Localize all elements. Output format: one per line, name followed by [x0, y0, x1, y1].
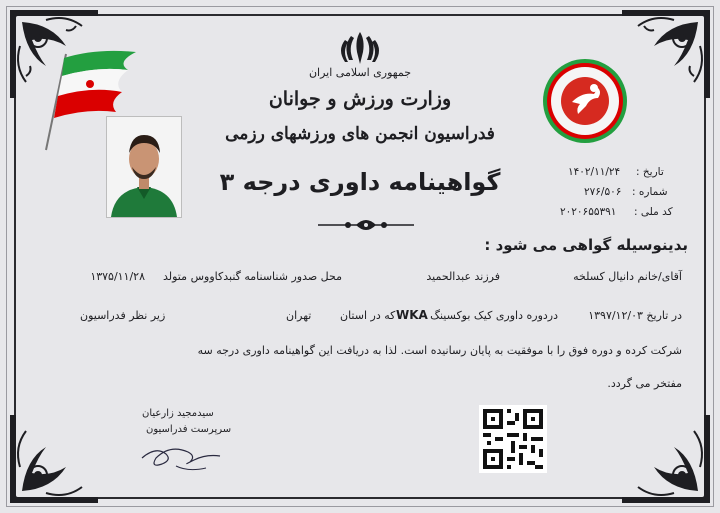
- signer-role: سرپرست فدراسیون: [146, 424, 232, 435]
- handwritten-signature: [136, 436, 226, 476]
- born-value: ۱۳۷۵/۱۱/۲۸: [90, 270, 145, 283]
- martial-arts-federation-logo: [542, 58, 628, 144]
- federation-title: فدراسیون انجمن های ورزشهای رزمی: [225, 124, 495, 144]
- national-code-value: ۲۰۲۰۶۵۵۳۹۱: [560, 206, 617, 218]
- body-sentence-2: مفتخر می گردد.: [607, 377, 682, 390]
- qr-code[interactable]: [479, 405, 547, 473]
- title-divider-ornament: [318, 215, 414, 235]
- national-code-label: کد ملی :: [634, 206, 673, 218]
- course-style: WKA: [396, 308, 428, 322]
- province-text: که در استان: [340, 309, 396, 322]
- person-photo: [106, 116, 182, 218]
- number-label: شماره :: [632, 186, 668, 198]
- supervision-text: زیر نظر فدراسیون: [80, 309, 166, 322]
- body-sentence-1: شرکت کرده و دوره فوق را با موفقیت به پایان رسانیده است. لذا به دریافت این گواهینامه داوری درجه سه: [197, 344, 682, 357]
- born-label: متولد: [162, 270, 187, 283]
- province-value: تهران: [286, 309, 312, 322]
- number-value: ۲۷۶/۵۰۶: [584, 186, 622, 198]
- date-value: ۱۴۰۲/۱۱/۲۴: [568, 166, 621, 178]
- corner-ornament-bottom-left: [6, 411, 102, 507]
- qr-code-image: [479, 405, 547, 473]
- course-name: دردوره داوری کیک بوکسینگ: [430, 309, 558, 322]
- ministry-title: وزارت ورزش و جوانان: [268, 88, 452, 110]
- name-field: آقای/خانم دانیال کسلخه: [573, 270, 682, 283]
- intro-text: بدینوسیله گواهی می شود :: [484, 236, 688, 254]
- certificate-title: گواهینامه داوری درجه ۳: [219, 168, 501, 196]
- signer-name: سیدمجید زارعیان: [142, 408, 214, 419]
- iran-emblem-icon: [335, 30, 385, 66]
- birthplace-field: محل صدور شناسنامه گنبدکاووس: [190, 270, 342, 283]
- person-photo-image: [107, 117, 181, 217]
- republic-label: جمهوری اسلامی ایران: [308, 66, 412, 79]
- corner-ornament-bottom-right: [618, 411, 714, 507]
- corner-ornament-top-right: [618, 6, 714, 102]
- course-date: در تاریخ ۱۳۹۷/۱۲/۰۳: [588, 309, 682, 322]
- date-label: تاریخ :: [636, 166, 664, 178]
- father-field: فرزند عبدالحمید: [426, 270, 500, 283]
